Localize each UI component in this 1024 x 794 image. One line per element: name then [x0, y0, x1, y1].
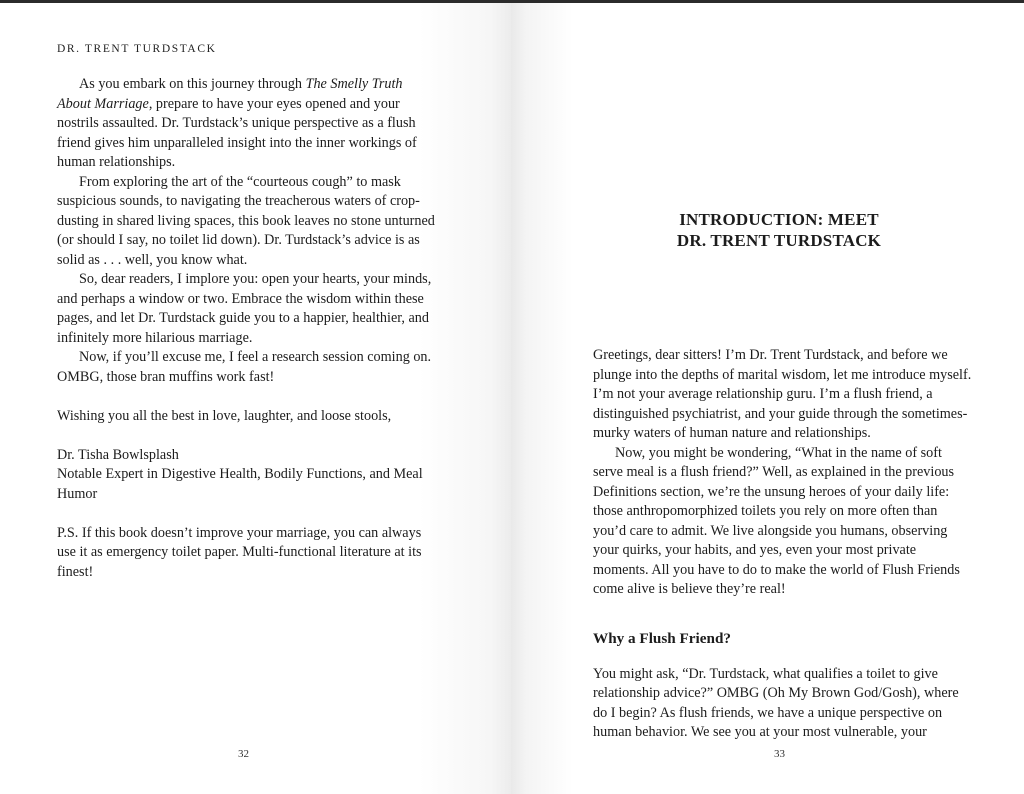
chapter-title-line: DR. TRENT TURDSTACK [676, 231, 882, 250]
signature-name: Dr. Tisha Bowlsplash [57, 446, 179, 463]
right-page-body [593, 346, 973, 743]
paragraph: Now, if you’ll excuse me, I feel a research session coming on. OMBG, those bran muffins work fast! [57, 349, 432, 385]
running-head: DR. TRENT TURDSTACK [57, 43, 217, 55]
paragraph: Greetings, dear sitters! I’m Dr. Trent Turdstack, and before we plunge into the depths of marital wisdom, let me introduce myself. I’m not your average relationship guru. I’m a flush friend, a distinguished psychiatrist, and your guide through the sometimes-murky waters of human nature and relationships. [593, 347, 972, 441]
signature-title: Notable Expert in Digestive Health, Bodily Functions, and Meal Humor [57, 466, 423, 502]
page-number: 33 [774, 748, 785, 760]
paragraph: So, dear readers, I implore you: open your hearts, your minds, and perhaps a window or two. Embrace the wisdom within these pages, and let Dr. Turdstack guide you to a happier, healthier, and infinitely more hilarious marriage. [57, 271, 432, 346]
postscript: P.S. If this book doesn’t improve your marriage, you can always use it as emergency toilet paper. Multi-functional literature at its finest! [57, 524, 422, 580]
paragraph: From exploring the art of the “courteous cough” to mask suspicious sounds, to navigating the treacherous waters of crop-dusting in shared living spaces, this book leaves no stone unturned (or should I say, no toilet lid down). Dr. Turdstack’s advice is as solid as . . . well, you know what. [57, 173, 435, 268]
chapter-title [631, 209, 927, 251]
book-title: The Smelly Truth About Marriage [57, 76, 403, 112]
paragraph: As you embark on this journey through The Smelly Truth About Marriage, prepare to have your eyes opened and your nostrils assaulted. Dr. Turdstack’s unique perspective as a flush friend gives him unparalleled insight into the inner workings of human relationships. [57, 76, 417, 170]
paragraph: Now, you might be wondering, “What in the name of soft serve meal is a flush friend?” Well, as explained in the previous Definitions section, we’re the unsung heroes of your daily life: those anthropomorphized toilets you rely on more often than you’d care to admit. We live alongside you humans, observing your quirks, your habits, and yes, even your most private moments. All you have to do to make the world of Flush Friends come alive is believe they’re real! [593, 444, 960, 597]
page-number: 32 [238, 748, 249, 760]
chapter-title-line: INTRODUCTION: MEET [679, 210, 879, 229]
left-page-body [57, 75, 437, 582]
paragraph: You might ask, “Dr. Turdstack, what qualifies a toilet to give relationship advice?” OMBG (Oh My Brown God/Gosh), where do I begin? As flush friends, we have a unique perspective on human behavior. We see you at your most vulnerable, your [593, 665, 959, 740]
right-page [511, 3, 1024, 794]
section-heading: Why a Flush Friend? [593, 629, 731, 647]
closing-line: Wishing you all the best in love, laughter, and loose stools, [57, 407, 392, 424]
left-page [0, 3, 511, 794]
